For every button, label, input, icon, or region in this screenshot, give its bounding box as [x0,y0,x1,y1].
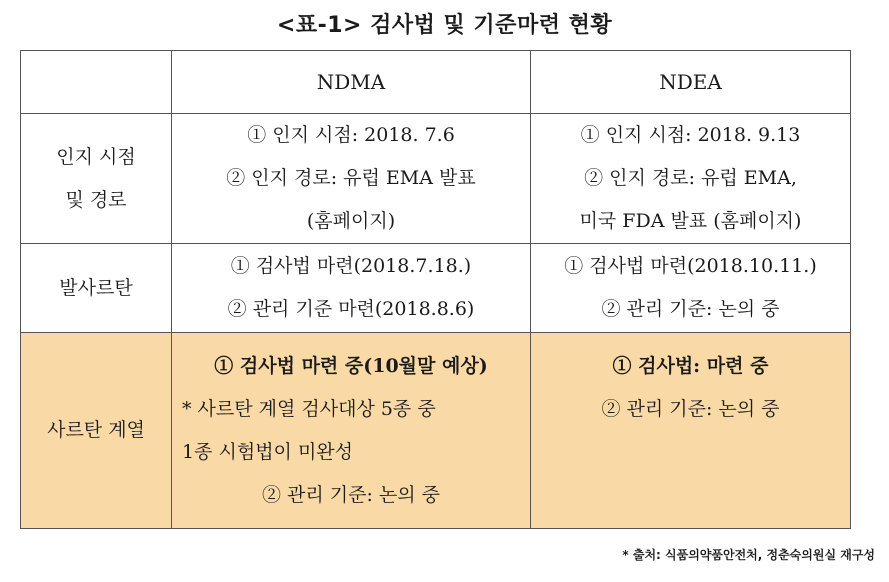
row-label-valsartan: 발사르탄 [21,244,172,333]
cell-note-line: 1종 시험법이 미완성 [182,440,353,463]
cell-line: ① 인지 시점: 2018. 9.13 [580,124,801,146]
cell-valsartan-ndma [172,244,531,333]
cell-line: ① 인지 시점: 2018. 7.6 [247,124,455,146]
row-label-sartan-series: 사르탄 계열 [21,333,172,529]
header-corner-cell [21,51,172,114]
cell-line: (홈페이지) [306,210,396,232]
cell-sartan-series-ndea [531,333,851,529]
cell-line: ② 인지 경로: 유럽 EMA, [584,167,797,189]
table-row-valsartan [21,244,851,333]
cell-valsartan-ndea [531,244,851,333]
table-header-row [21,51,851,114]
cell-line-bold: ① 검사법: 마련 중 [612,354,769,377]
source-note: * 출처: 식품의약품안전처, 정춘숙의원실 재구성 [622,548,875,562]
cell-line-bold: ① 검사법 마련 중(10월말 예상) [214,354,488,377]
cell-line: ② 관리 기준: 논의 중 [261,483,441,506]
cell-line: ① 검사법 마련(2018.10.11.) [564,255,817,277]
cell-line: ② 관리 기준: 논의 중 [601,298,780,320]
cell-line: ① 검사법 마련(2018.7.18.) [230,255,472,277]
table-title: <표-1> 검사법 및 기준마련 현황 [276,13,613,38]
status-table [20,50,851,529]
row-label-line: 및 경로 [65,188,127,211]
cell-line: ② 인지 경로: 유럽 EMA 발표 [226,167,476,189]
cell-sartan-series-ndma [172,333,531,529]
row-label-line: 인지 시점 [56,145,136,168]
cell-recognition-ndma [172,114,531,244]
table-row-sartan-series [21,333,851,529]
cell-line: ② 관리 기준: 논의 중 [601,397,780,420]
table-row-recognition [21,114,851,244]
cell-note-line: * 사르탄 계열 검사대상 5종 중 [182,397,436,420]
cell-line: ② 관리 기준 마련(2018.8.6) [227,298,475,320]
cell-spacer [537,431,844,474]
cell-spacer [537,474,844,517]
header-ndea: NDEA [531,51,851,114]
cell-line: 미국 FDA 발표 (홈페이지) [579,210,802,232]
cell-recognition-ndea [531,114,851,244]
row-label-recognition [21,114,172,244]
header-ndma: NDMA [172,51,531,114]
